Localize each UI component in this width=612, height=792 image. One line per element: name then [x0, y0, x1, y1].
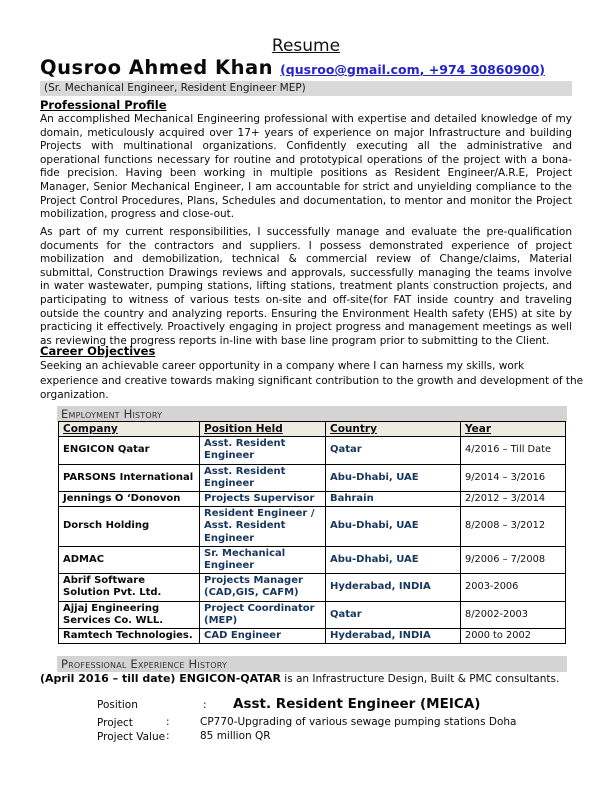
experience-details: [40, 698, 588, 744]
position-cell: Projects Supervisor: [200, 492, 326, 507]
contact-separator: ,: [419, 62, 429, 77]
detail-value-position: Asst. Resident Engineer (MEICA): [233, 696, 481, 712]
profile-paragraph-2: As part of my current responsibilities, I successfully manage and evaluate the pre-qualification documents for the contractors and suppliers. I possess demonstrated experience of project mobilization and demobilization, technical & commercial review of Change/claims, Material submittal, Construction Drawings reviews and approvals, successfully managing the teams involve in water wastewater, pumping stations, lifting stations, treatment plants construction projects, and participating to witness of various tests on-site and off-site(for FAT inside country and traveling outside the country and analyzing reports. Ensuring the Environment Health safety (EHS) at site by practicing it effectively. Proactively engaging in project progress and management meetings as well as reviewing the progress reports in-line with base line program prior to submitting to the Client.: [40, 226, 572, 347]
year-cell: 9/2014 – 3/2016: [461, 464, 566, 491]
country-cell: Qatar: [326, 437, 461, 464]
company-cell: ENGICON Qatar: [59, 437, 200, 464]
experience-intro-line: [40, 672, 588, 685]
contact-info: [280, 62, 545, 77]
table-row: [59, 574, 566, 601]
position-cell: Sr. Mechanical Engineer: [200, 546, 326, 573]
position-cell: CAD Engineer: [200, 629, 326, 644]
profile-heading: Professional Profile: [40, 98, 167, 112]
employment-history-banner: Employment History: [57, 406, 567, 422]
table-row: [59, 507, 566, 547]
detail-colon: :: [166, 716, 170, 728]
country-cell: Qatar: [326, 601, 461, 628]
candidate-name: Qusroo Ahmed Khan: [40, 56, 274, 79]
detail-label: Project: [97, 717, 133, 729]
contact-close-paren: ): [539, 62, 545, 77]
detail-row-project-value: [40, 730, 588, 744]
year-cell: 2000 to 2002: [461, 629, 566, 644]
career-objectives-heading: Career Objectives: [40, 344, 156, 358]
column-header-year: Year: [461, 422, 566, 437]
column-header-position: Position Held: [200, 422, 326, 437]
position-cell: Project Coordinator (MEP): [200, 601, 326, 628]
email-link[interactable]: qusroo@gmail.com: [285, 62, 420, 77]
career-objectives-text: Seeking an achievable career opportunity in a company where I can harness my skills, work experience and creative towards making significant contribution to the growth and development of the organization.: [40, 360, 584, 401]
table-header-row: [59, 422, 566, 437]
year-cell: 2/2012 – 3/2014: [461, 492, 566, 507]
contact-open-paren: (: [280, 62, 286, 77]
phone-link[interactable]: +974 30860900: [428, 62, 540, 77]
position-cell: Resident Engineer / Asst. Resident Engineer: [200, 507, 326, 547]
year-cell: 2003-2006: [461, 574, 566, 601]
table-row: [59, 629, 566, 644]
country-cell: Hyderabad, INDIA: [326, 629, 461, 644]
position-cell: Asst. Resident Engineer: [200, 464, 326, 491]
name-line: [40, 56, 588, 79]
year-cell: 8/2002-2003: [461, 601, 566, 628]
professional-experience-banner: Professional Experience History: [57, 656, 567, 672]
column-header-country: Country: [326, 422, 461, 437]
position-cell: Asst. Resident Engineer: [200, 437, 326, 464]
employment-history-table: [58, 421, 566, 644]
column-header-company: Company: [59, 422, 200, 437]
job-subtitle: (Sr. Mechanical Engineer, Resident Engineer MEP): [44, 82, 306, 94]
country-cell: Abu-Dhabi, UAE: [326, 546, 461, 573]
year-cell: 8/2008 – 3/2012: [461, 507, 566, 547]
country-cell: Bahrain: [326, 492, 461, 507]
detail-colon: :: [203, 699, 207, 711]
table-row: [59, 492, 566, 507]
subtitle-bar: [40, 81, 572, 96]
profile-paragraph-1: An accomplished Mechanical Engineering professional with expertise and detailed knowledge of my domain, meticulously acquired over 17+ years of experience on major Infrastructure and building Projects with multinational organizations. Confidently executing all the administrative and operational functions necessary for routine and prototypical operations of the project with a bona-fide precision. Having been working in multiple positions as Resident Engineer/A.R.E, Project Manager, Senior Mechanical Engineer, I am accountable for strict and unyielding compliance to the Project Control Procedures, Plans, Schedules and documentation, to mentor and monitor the Project mobilization, progress and close-out.: [40, 113, 572, 221]
table-row: [59, 601, 566, 628]
detail-row-position: [40, 698, 588, 716]
company-cell: Ajjaj Engineering Services Co. WLL.: [59, 601, 200, 628]
country-cell: Abu-Dhabi, UAE: [326, 464, 461, 491]
detail-label: Project Value: [97, 731, 166, 743]
detail-value-amount: 85 million QR: [200, 730, 271, 742]
country-cell: Abu-Dhabi, UAE: [326, 507, 461, 547]
detail-value-project: CP770-Upgrading of various sewage pumping stations Doha: [200, 716, 517, 728]
company-cell: Jennings O ‘Donovon: [59, 492, 200, 507]
country-cell: Hyderabad, INDIA: [326, 574, 461, 601]
company-cell: PARSONS International: [59, 464, 200, 491]
company-cell: Dorsch Holding: [59, 507, 200, 547]
company-cell: ADMAC: [59, 546, 200, 573]
detail-label: Position: [97, 699, 138, 711]
company-cell: Ramtech Technologies.: [59, 629, 200, 644]
experience-intro-bold: (April 2016 – till date) ENGICON-QATAR: [40, 672, 281, 685]
detail-colon: :: [166, 730, 170, 742]
table-row: [59, 464, 566, 491]
year-cell: 9/2006 – 7/2008: [461, 546, 566, 573]
experience-intro-rest: is an Infrastructure Design, Built & PMC consultants.: [280, 673, 560, 685]
table-row: [59, 546, 566, 573]
company-cell: Abrif Software Solution Pvt. Ltd.: [59, 574, 200, 601]
detail-row-project: [40, 716, 588, 730]
document-title: Resume: [271, 36, 341, 56]
year-cell: 4/2016 – Till Date: [461, 437, 566, 464]
position-cell: Projects Manager (CAD,GIS, CAFM): [200, 574, 326, 601]
table-row: [59, 437, 566, 464]
